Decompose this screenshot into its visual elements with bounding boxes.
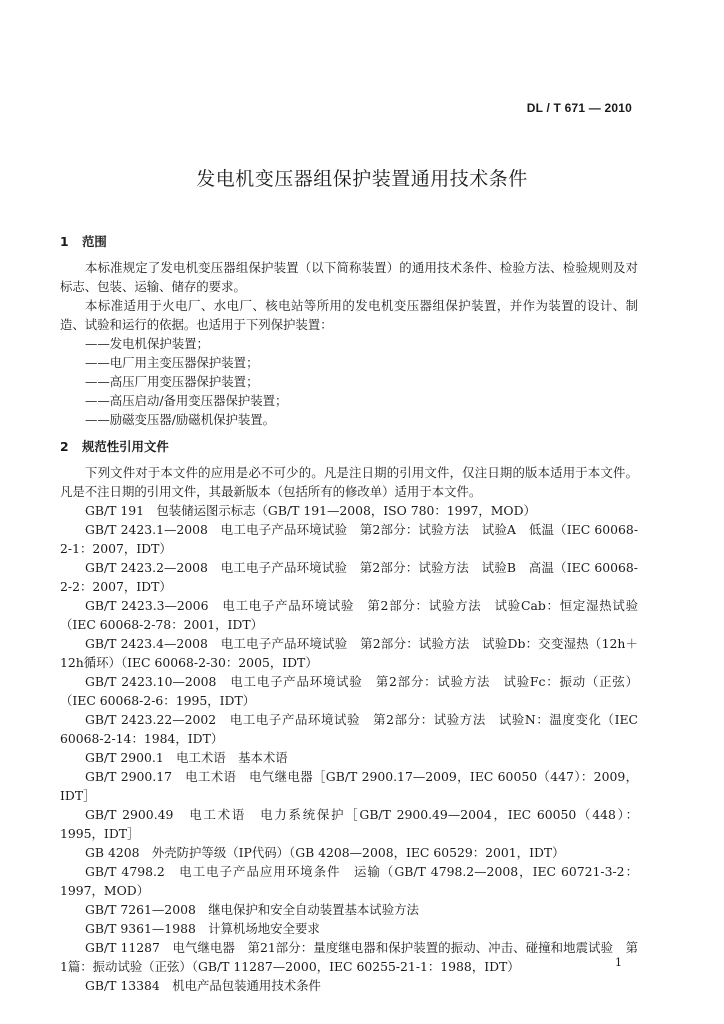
reference-entry: GB/T 2423.1—2008 电工电子产品环境试验 第2部分：试验方法 试验A 低温（IEC 60068-2-1：2007，IDT） — [60, 522, 638, 556]
section-2-heading — [60, 437, 638, 456]
reference-entry: GB/T 2423.22—2002 电工电子产品环境试验 第2部分：试验方法 试验N：温度变化（IEC 60068-2-14：1984，IDT） — [60, 712, 638, 746]
page-number: 1 — [615, 956, 622, 969]
standard-number: DL / T 671 — 2010 — [526, 101, 632, 115]
section-1-heading — [60, 232, 638, 251]
list-item: ——高压厂用变压器保护装置； — [85, 374, 259, 389]
section-2-title: 规范性引用文件 — [82, 439, 169, 454]
reference-entry: GB/T 2900.1 电工术语 基本术语 — [85, 750, 288, 765]
reference-entry: GB/T 2900.49 电工术语 电力系统保护［GB/T 2900.49—2004，IEC 60050（448）：1995，IDT］ — [60, 807, 638, 841]
reference-entry: GB 4208 外壳防护等级（IP代码）（GB 4208—2008，IEC 60529：2001，IDT） — [85, 845, 565, 860]
reference-entry: GB/T 4798.2 电工电子产品应用环境条件 运输（GB/T 4798.2—2008，IEC 60721-3-2：1997，MOD） — [60, 864, 638, 898]
section-1-number: 1 — [60, 234, 69, 249]
section-1-paragraph-1: 本标准规定了发电机变压器组保护装置（以下简称装置）的通用技术条件、检验方法、检验规则及对标志、包装、运输、储存的要求。 — [60, 260, 638, 294]
reference-entry: GB/T 2423.3—2006 电工电子产品环境试验 第2部分：试验方法 试验Cab：恒定湿热试验（IEC 60068-2-78：2001，IDT） — [60, 598, 638, 632]
section-1-title: 范围 — [82, 234, 107, 249]
reference-entry: GB/T 2423.2—2008 电工电子产品环境试验 第2部分：试验方法 试验B 高温（IEC 60068-2-2：2007，IDT） — [60, 560, 638, 594]
reference-entry: GB/T 13384 机电产品包装通用技术条件 — [85, 978, 321, 993]
reference-entry: GB/T 11287 电气继电器 第21部分：量度继电器和保护装置的振动、冲击、碰撞和地震试验 第1篇：振动试验（正弦）（GB/T 11287—2000，IEC 60255-21-1：1988，IDT） — [60, 940, 638, 974]
reference-list — [60, 501, 638, 995]
section-1-paragraph-2: 本标准适用于火电厂、水电厂、核电站等所用的发电机变压器组保护装置，并作为装置的设计、制造、试验和运行的依据。也适用于下列保护装置： — [60, 298, 638, 332]
section-2-intro: 下列文件对于本文件的应用是必不可少的。凡是注日期的引用文件，仅注日期的版本适用于本文件。凡是不注日期的引用文件，其最新版本（包括所有的修改单）适用于本文件。 — [60, 465, 638, 499]
section-2-number: 2 — [60, 439, 69, 454]
document-body — [60, 232, 638, 995]
reference-entry: GB/T 2900.17 电工术语 电气继电器［GB/T 2900.17—2009，IEC 60050（447）：2009，IDT］ — [60, 769, 638, 803]
reference-entry: GB/T 9361—1988 计算机场地安全要求 — [85, 921, 320, 936]
reference-entry: GB/T 2423.10—2008 电工电子产品环境试验 第2部分：试验方法 试验Fc：振动（正弦）（IEC 60068-2-6：1995，IDT） — [60, 674, 638, 708]
list-item: ——励磁变压器/励磁机保护装置。 — [85, 412, 276, 427]
reference-entry: GB/T 7261—2008 继电保护和安全自动装置基本试验方法 — [85, 902, 419, 917]
document-title: 发电机变压器组保护装置通用技术条件 — [196, 168, 528, 190]
reference-entry: GB/T 191 包装储运图示标志（GB/T 191—2008，ISO 780：1997，MOD） — [85, 503, 536, 518]
list-item: ——高压启动/备用变压器保护装置； — [85, 393, 288, 408]
reference-entry: GB/T 2423.4—2008 电工电子产品环境试验 第2部分：试验方法 试验Db：交变湿热（12h＋12h循环）（IEC 60068-2-30：2005，IDT） — [60, 636, 638, 670]
list-item: ——发电机保护装置； — [85, 336, 209, 351]
list-item: ——电厂用主变压器保护装置； — [85, 355, 259, 370]
